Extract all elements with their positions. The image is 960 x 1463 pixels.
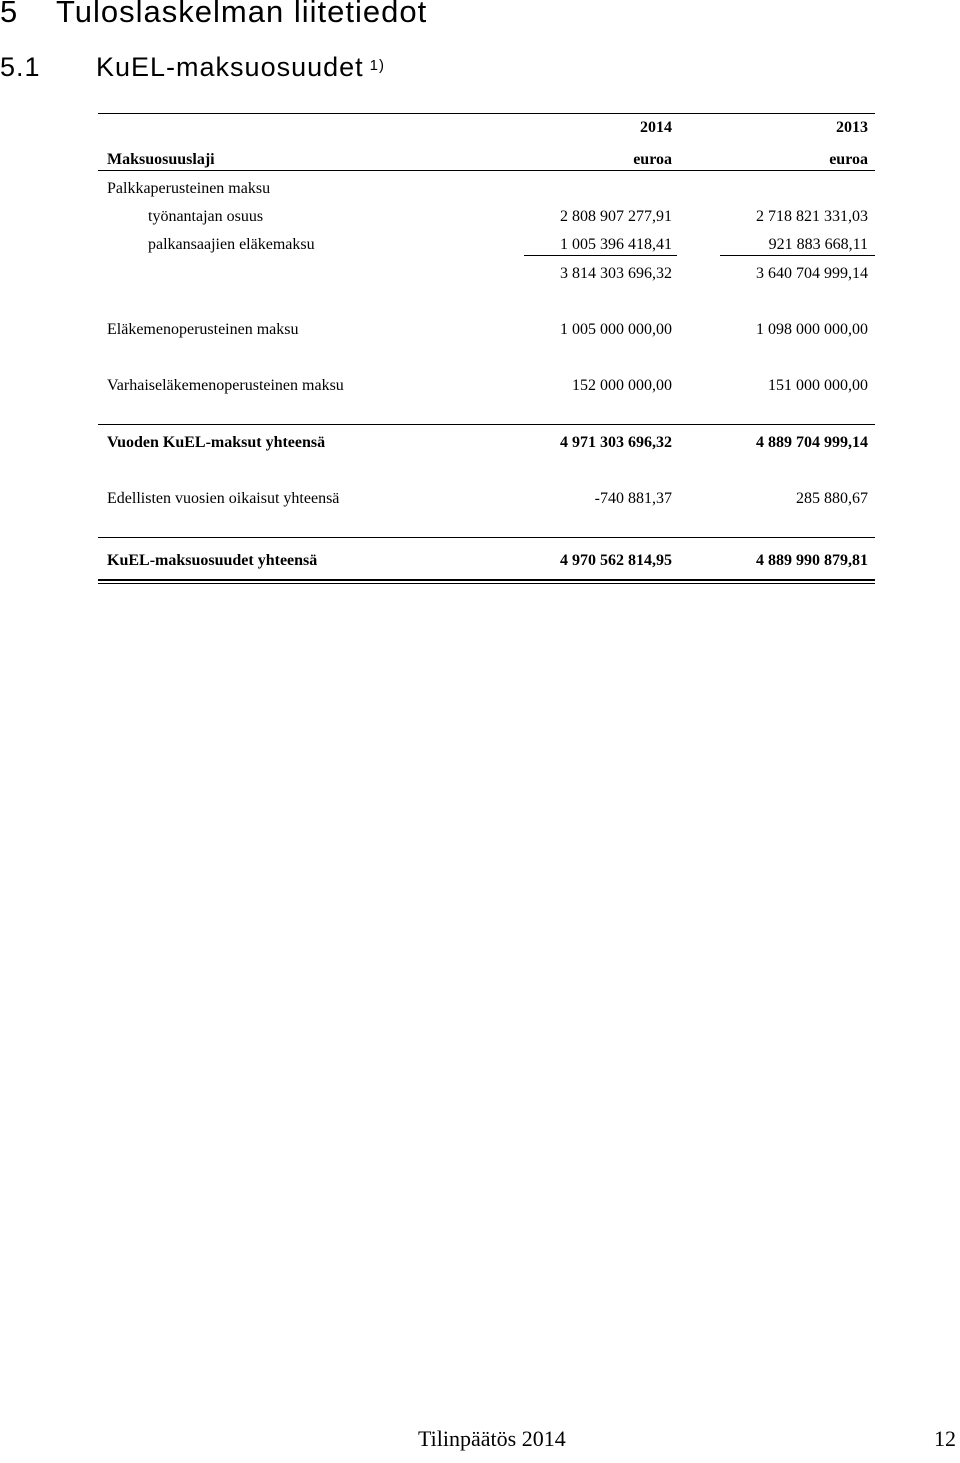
- footer-title: Tilinpäätös 2014: [418, 1426, 566, 1451]
- row-value-employee-2014: 1 005 396 418,41: [560, 236, 672, 253]
- row-value-pension-based-2014: 1 005 000 000,00: [560, 321, 672, 338]
- table-top-rule: [98, 113, 875, 114]
- row-label-employee-pension: palkansaajien eläkemaksu: [148, 236, 315, 253]
- group-label-salary-based: Palkkaperusteinen maksu: [107, 180, 271, 197]
- subtotal-rule-2013: [720, 255, 875, 256]
- currency-header-2014: euroa: [633, 151, 672, 168]
- grand-total-double-rule-upper: [98, 579, 875, 581]
- row-value-grand-total-2013: 4 889 990 879,81: [756, 552, 868, 569]
- row-value-year-total-2013: 4 889 704 999,14: [756, 434, 868, 451]
- row-value-employer-2014: 2 808 907 277,91: [560, 208, 672, 225]
- grand-total-top-rule: [98, 537, 875, 538]
- row-value-early-pension-2014: 152 000 000,00: [572, 377, 672, 394]
- section-number: 5: [0, 0, 19, 29]
- row-label-employer-share: työnantajan osuus: [148, 208, 264, 225]
- year-header-2013: 2013: [836, 119, 868, 136]
- subsection-number: 5.1: [0, 52, 41, 82]
- row-label-year-total: Vuoden KuEL-maksut yhteensä: [107, 434, 326, 451]
- footnote-mark: 1): [369, 57, 385, 74]
- section-heading: [0, 0, 427, 30]
- currency-header-2013: euroa: [829, 151, 868, 168]
- subtotal-rule-2014: [524, 255, 677, 256]
- year-header-2014: 2014: [640, 119, 672, 136]
- type-header: Maksuosuuslaji: [107, 151, 215, 168]
- subsection-heading: [0, 52, 385, 83]
- row-value-corrections-2013: 285 880,67: [796, 490, 868, 507]
- subsection-title: KuEL-maksuosuudet: [96, 52, 364, 82]
- header-bottom-rule: [98, 170, 875, 171]
- row-value-employee-2013: 921 883 668,11: [768, 236, 868, 253]
- row-value-year-total-2014: 4 971 303 696,32: [560, 434, 672, 451]
- row-label-corrections: Edellisten vuosien oikaisut yhteensä: [107, 490, 340, 507]
- row-value-early-pension-2013: 151 000 000,00: [768, 377, 868, 394]
- row-label-pension-based: Eläkemenoperusteinen maksu: [107, 321, 299, 338]
- row-value-employer-2013: 2 718 821 331,03: [756, 208, 868, 225]
- row-label-early-pension: Varhaiseläkemenoperusteinen maksu: [107, 377, 344, 394]
- row-value-grand-total-2014: 4 970 562 814,95: [560, 552, 672, 569]
- section-title: Tuloslaskelman liitetiedot: [56, 0, 428, 29]
- grand-total-double-rule-lower: [98, 583, 875, 584]
- row-value-pension-based-2013: 1 098 000 000,00: [756, 321, 868, 338]
- subtotal-2014: 3 814 303 696,32: [560, 265, 672, 282]
- footer-page-number: 12: [934, 1426, 956, 1451]
- row-value-corrections-2014: -740 881,37: [594, 490, 672, 507]
- year-total-rule: [98, 424, 875, 425]
- subtotal-2013: 3 640 704 999,14: [756, 265, 868, 282]
- row-label-grand-total: KuEL-maksuosuudet yhteensä: [107, 552, 318, 569]
